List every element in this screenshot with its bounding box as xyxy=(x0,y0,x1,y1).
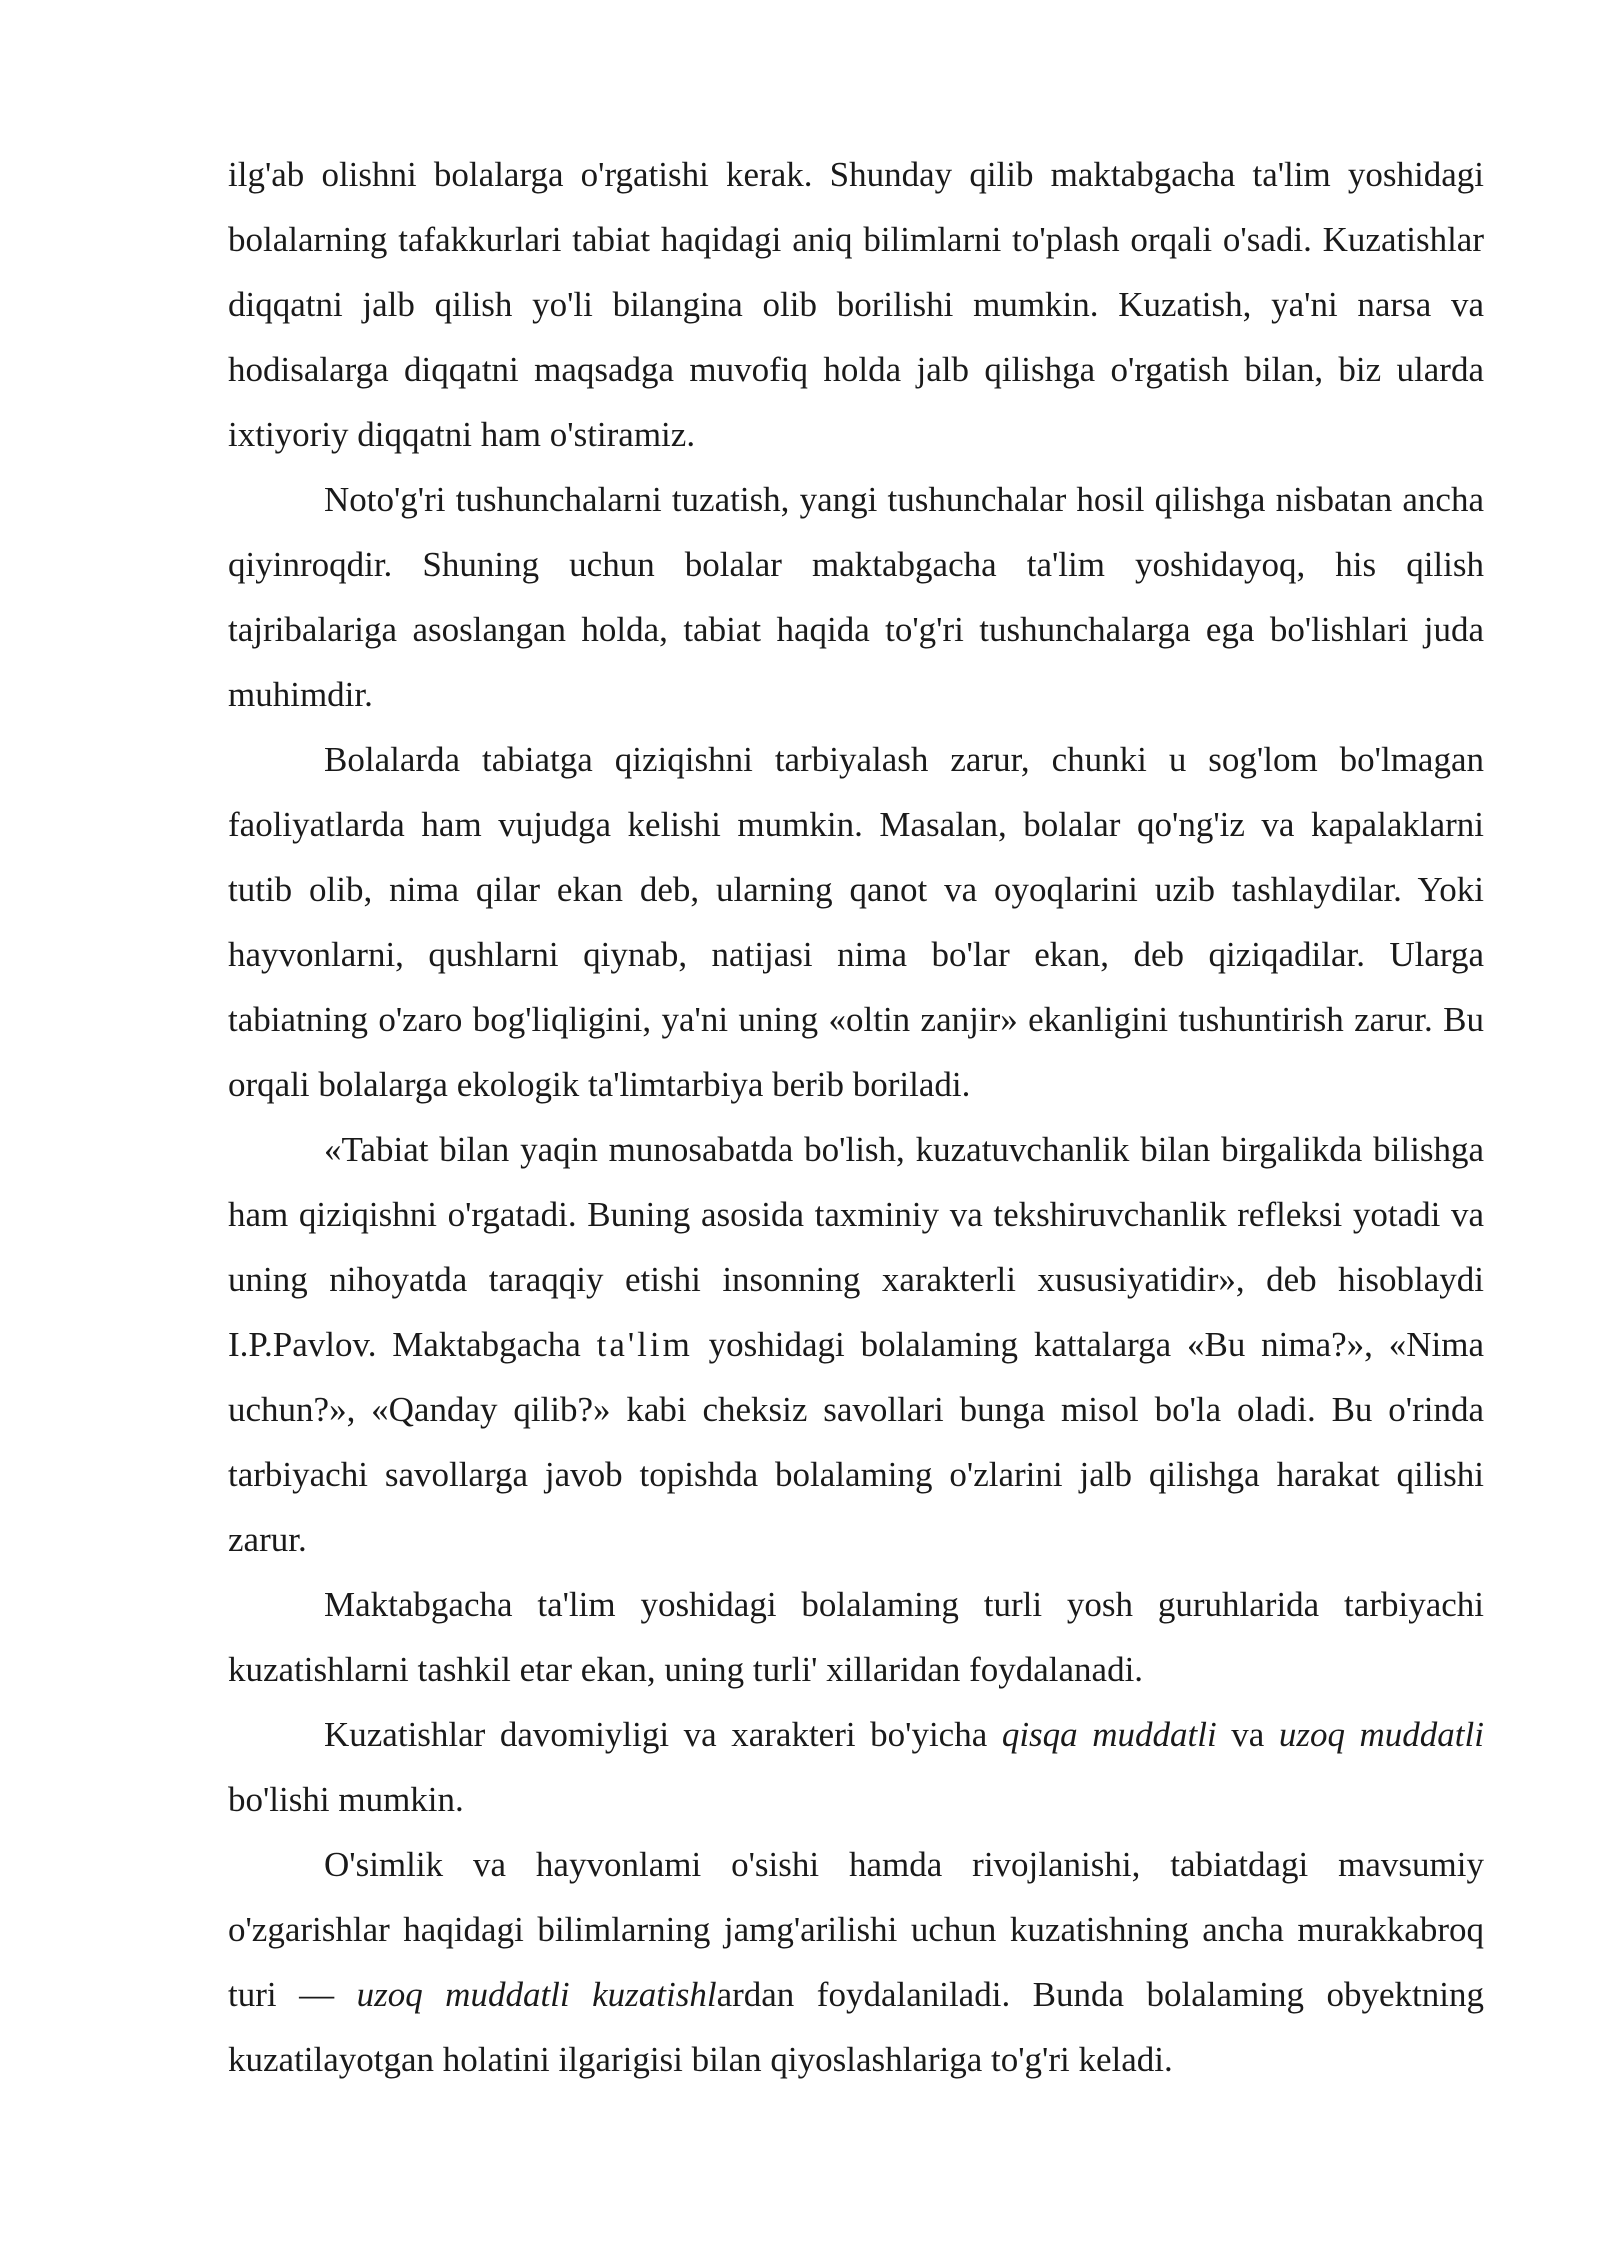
paragraph-4-spaced-word: ta'lim xyxy=(596,1325,693,1364)
paragraph-7-long-term-observation xyxy=(228,1832,1484,2092)
paragraph-6-text-b: va xyxy=(1216,1715,1279,1754)
paragraph-7-italic-term: uzoq muddatli kuzatishl xyxy=(356,1975,717,2014)
document-page xyxy=(228,142,1484,2092)
paragraph-6-observation-types xyxy=(228,1702,1484,1832)
paragraph-6-text-c: bo'lishi mumkin. xyxy=(228,1780,464,1819)
paragraph-7-text-a: O'simlik va hayvonlami o'sishi hamda rivojlanishi, tabiatdagi mavsumiy o'zgarishlar haqidagi bilimlarning jamg'arilishi uchun kuzatishning ancha murakkabroq turi — xyxy=(228,1845,1484,2014)
paragraph-4-pavlov-quote xyxy=(228,1117,1484,1572)
paragraph-3: Bolalarda tabiatga qiziqishni tarbiyalash zarur, chunki u sog'lom bo'lmagan faoliyatlarda ham vujudga kelishi mumkin. Masalan, bolalar qo'ng'iz va kapalaklarni tutib olib, nima qilar ekan deb, ularning qanot va oyoqlarini uzib tashlaydilar. Yoki hayvonlarni, qushlarni qiynab, natijasi nima bo'lar ekan, deb qiziqadilar. Ularga tabiatning o'zaro bog'liqligini, ya'ni uning «oltin zanjir» ekanligini tushuntirish zarur. Bu orqali bolalarga ekologik ta'limtarbiya berib boriladi. xyxy=(228,740,1484,1104)
paragraph-5: Maktabgacha ta'lim yoshidagi bolalaming turli yosh guruhlarida tarbiyachi kuzatishlarni tashkil etar ekan, uning turli' xillaridan foydalanadi. xyxy=(228,1585,1484,1689)
paragraph-6-italic-long-term: uzoq muddatli xyxy=(1278,1715,1484,1754)
paragraph-7-text-b: ardan foydalaniladi. Bunda bolalaming obyektning kuzatilayotgan holatini ilgarigisi bilan qiyoslashlariga to'g'ri keladi. xyxy=(228,1975,1484,2079)
paragraph-6-italic-short-term: qisqa muddatli xyxy=(1001,1715,1217,1754)
paragraph-2: Noto'g'ri tushunchalarni tuzatish, yangi tushunchalar hosil qilishga nisbatan ancha qiyinroqdir. Shuning uchun bolalar maktabgacha ta'lim yoshidayoq, his qilish tajribalariga asoslangan holda, tabiat haqida to'g'ri tushunchalarga ega bo'lishlari juda muhimdir. xyxy=(228,480,1484,714)
paragraph-4-text-b: yoshidagi bolalaming kattalarga «Bu nima?», «Nima uchun?», «Qanday qilib?» kabi cheksiz savollari bunga misol bo'la oladi. Bu o'rinda tarbiyachi savollarga javob topishda bolalaming o'zlarini jalb qilishga harakat qilishi zarur. xyxy=(228,1325,1484,1559)
paragraph-6-text-a: Kuzatishlar davomiyligi va xarakteri bo'yicha xyxy=(324,1715,1002,1754)
paragraph-4-text-a: «Tabiat bilan yaqin munosabatda bo'lish, kuzatuvchanlik bilan birgalikda bilishga ham qiziqishni o'rgatadi. Buning asosida taxminiy va tekshiruvchanlik refleksi yotadi va uning nihoyatda taraqqiy etishi insonning xarakterli xususiyatidir», deb hisoblaydi I.P.Pavlov. Maktabgacha xyxy=(228,1130,1484,1364)
paragraph-1: ilg'ab olishni bolalarga o'rgatishi kerak. Shunday qilib maktabgacha ta'lim yoshidagi bolalarning tafakkurlari tabiat haqidagi aniq bilimlarni to'plash orqali o'sadi. Kuzatishlar diqqatni jalb qilish yo'li bilangina olib borilishi mumkin. Kuzatish, ya'ni narsa va hodisalarga diqqatni maqsadga muvofiq holda jalb qilishga o'rgatish bilan, biz ularda ixtiyoriy diqqatni ham o'stiramiz. xyxy=(228,155,1484,454)
